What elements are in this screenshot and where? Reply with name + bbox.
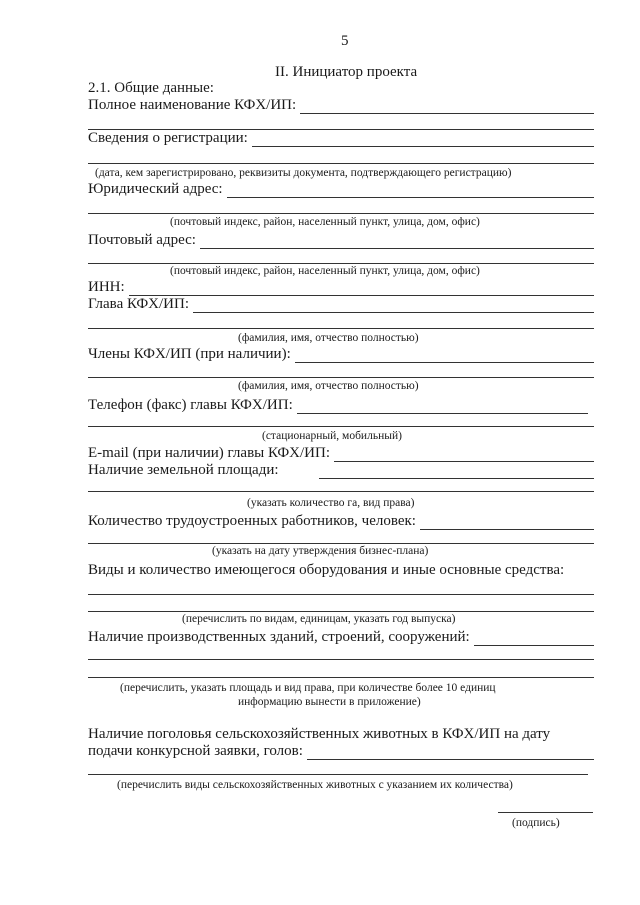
registration-label: Сведения о регистрации:	[88, 130, 248, 146]
buildings-row	[88, 629, 594, 646]
email-row	[88, 445, 594, 462]
workers-label: Количество трудоустроенных работников, человек:	[88, 513, 416, 529]
inn-field[interactable]	[129, 282, 594, 296]
head-row	[88, 296, 594, 313]
workers-field[interactable]	[420, 516, 594, 530]
postal-address-hint: (почтовый индекс, район, населенный пункт, улица, дом, офис)	[170, 265, 480, 277]
phone-line-2[interactable]	[88, 426, 594, 427]
phone-label: Телефон (факс) главы КФХ/ИП:	[88, 397, 293, 413]
buildings-hint-2: информацию вынести в приложение)	[238, 696, 421, 708]
postal-address-field[interactable]	[200, 235, 594, 249]
land-hint: (указать количество га, вид права)	[247, 497, 415, 509]
registration-field[interactable]	[252, 133, 594, 147]
phone-field[interactable]	[297, 400, 588, 414]
workers-hint: (указать на дату утверждения бизнес-плана)	[212, 545, 429, 557]
signature-hint: (подпись)	[512, 817, 560, 829]
legal-address-label: Юридический адрес:	[88, 181, 223, 197]
postal-address-line-2[interactable]	[88, 263, 594, 264]
registration-hint: (дата, кем зарегистрировано, реквизиты документа, подтверждающего регистрацию)	[95, 167, 512, 179]
equipment-hint: (перечислить по видам, единицам, указать год выпуска)	[182, 613, 456, 625]
inn-label: ИНН:	[88, 279, 125, 295]
postal-address-row	[88, 232, 594, 249]
livestock-hint: (перечислить виды сельскохозяйственных животных с указанием их количества)	[117, 779, 513, 791]
head-field[interactable]	[193, 299, 594, 313]
subsection-title: 2.1. Общие данные:	[88, 80, 214, 96]
livestock-row	[88, 743, 594, 760]
equipment-line-1[interactable]	[88, 594, 594, 595]
legal-address-hint: (почтовый индекс, район, населенный пункт, улица, дом, офис)	[170, 216, 480, 228]
members-field[interactable]	[295, 349, 594, 363]
members-label: Члены КФХ/ИП (при наличии):	[88, 346, 291, 362]
members-line-2[interactable]	[88, 377, 594, 378]
full-name-field[interactable]	[300, 100, 594, 114]
section-title: II. Инициатор проекта	[275, 64, 418, 80]
members-row	[88, 346, 594, 363]
livestock-line-2[interactable]	[88, 774, 588, 775]
land-line-2[interactable]	[88, 491, 594, 492]
livestock-field[interactable]	[307, 746, 594, 760]
registration-line-2[interactable]	[88, 163, 594, 164]
signature-line[interactable]	[498, 812, 593, 813]
legal-address-field[interactable]	[227, 184, 594, 198]
livestock-label-2: подачи конкурсной заявки, голов:	[88, 743, 303, 759]
buildings-field[interactable]	[474, 632, 594, 646]
buildings-line-3[interactable]	[88, 677, 594, 678]
head-hint: (фамилия, имя, отчество полностью)	[238, 332, 419, 344]
equipment-label: Виды и количество имеющегося оборудования и иные основные средства:	[88, 562, 565, 578]
email-field[interactable]	[334, 448, 594, 462]
land-field[interactable]	[319, 465, 594, 479]
full-name-label: Полное наименование КФХ/ИП:	[88, 97, 297, 113]
land-row	[88, 462, 594, 479]
phone-hint: (стационарный, мобильный)	[262, 430, 402, 442]
postal-address-label: Почтовый адрес:	[88, 232, 196, 248]
buildings-hint-1: (перечислить, указать площадь и вид права, при количестве более 10 единиц	[120, 682, 496, 694]
email-label: E-mail (при наличии) главы КФХ/ИП:	[88, 445, 331, 461]
livestock-label-1: Наличие поголовья сельскохозяйственных животных в КФХ/ИП на дату	[88, 726, 551, 742]
head-label: Глава КФХ/ИП:	[88, 296, 190, 312]
buildings-line-2[interactable]	[88, 659, 594, 660]
land-label: Наличие земельной площади:	[88, 462, 279, 478]
members-hint: (фамилия, имя, отчество полностью)	[238, 380, 419, 392]
phone-row	[88, 397, 588, 414]
legal-address-row	[88, 181, 594, 198]
buildings-label: Наличие производственных зданий, строений, сооружений:	[88, 629, 470, 645]
inn-row	[88, 279, 594, 296]
head-line-2[interactable]	[88, 328, 594, 329]
registration-row	[88, 130, 594, 147]
full-name-row	[88, 97, 594, 114]
legal-address-line-2[interactable]	[88, 213, 594, 214]
workers-line-2[interactable]	[88, 543, 594, 544]
workers-row	[88, 513, 594, 530]
equipment-line-2[interactable]	[88, 611, 594, 612]
page-number: 5	[341, 33, 349, 49]
